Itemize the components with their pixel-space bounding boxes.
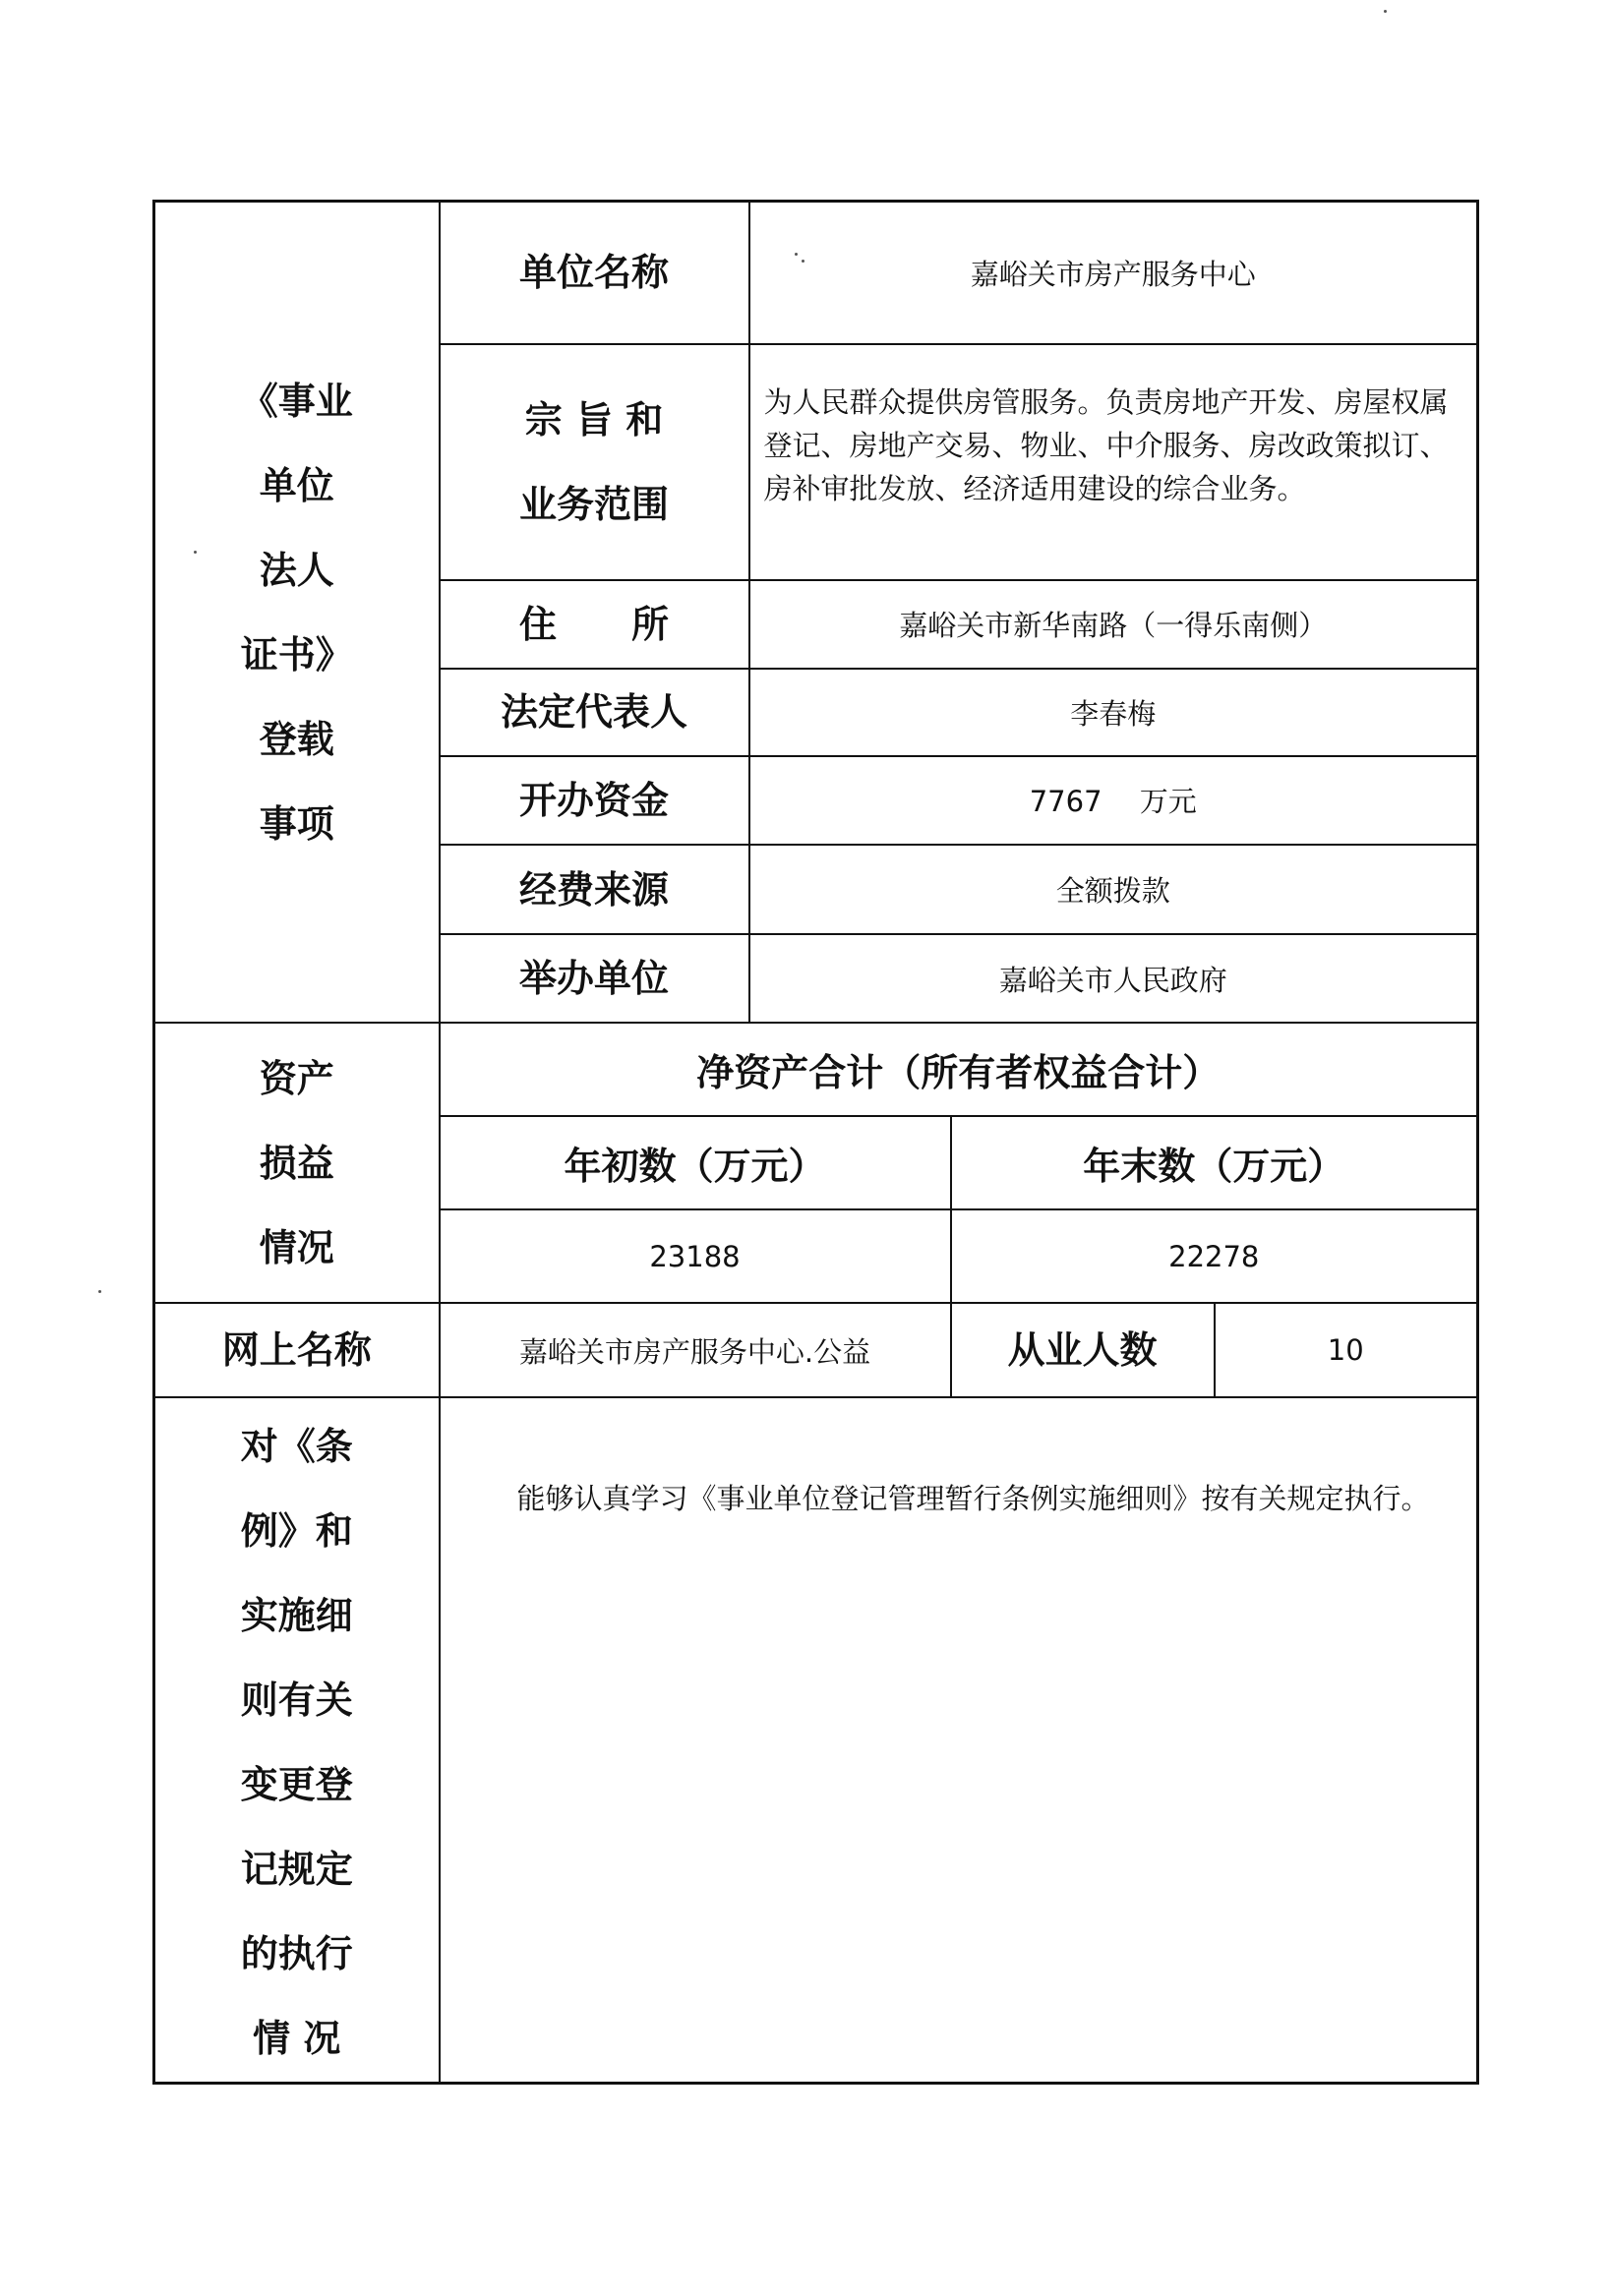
side-label-line: 《事业	[240, 378, 353, 423]
side-label-line: 变更登	[240, 1762, 353, 1807]
sponsor-value: 嘉峪关市人民政府	[749, 934, 1478, 1023]
side-label-line: 实施细	[240, 1593, 353, 1638]
side-label-line: 单位	[259, 462, 334, 507]
purpose-scope-label-line: 业务范围	[518, 481, 669, 526]
funding-source-label: 经费来源	[440, 845, 749, 934]
address-value: 嘉峪关市新华南路（一得乐南侧）	[749, 580, 1478, 669]
year-begin-value: 23188	[440, 1209, 951, 1303]
side-label-line: 的执行	[240, 1931, 353, 1976]
side-label-line: 证书》	[240, 631, 353, 677]
side-label-line: 例》和	[240, 1508, 353, 1554]
purpose-scope-label-line: 宗 旨 和	[524, 396, 664, 442]
side-label-line: 事项	[259, 800, 334, 846]
capital-label: 开办资金	[440, 756, 749, 845]
online-name-label: 网上名称	[154, 1303, 440, 1397]
side-label-line: 则有关	[240, 1678, 353, 1723]
purpose-scope-label	[440, 344, 749, 580]
year-end-value: 22278	[951, 1209, 1478, 1303]
purpose-scope-value	[749, 344, 1478, 580]
registration-form-table	[152, 200, 1479, 2085]
legal-rep-label: 法定代表人	[440, 669, 749, 756]
side-label-line: 记规定	[240, 1847, 353, 1892]
side-label-line: 法人	[259, 547, 334, 592]
scan-speck	[802, 260, 804, 263]
scan-speck	[98, 1290, 101, 1293]
funding-source-value: 全额拨款	[749, 845, 1478, 934]
address-label: 住 所	[440, 580, 749, 669]
year-begin-label: 年初数（万元）	[440, 1116, 951, 1209]
capital-value: 7767 万元	[749, 756, 1478, 845]
year-end-label: 年末数（万元）	[951, 1116, 1478, 1209]
purpose-scope-text: 为人民群众提供房管服务。负责房地产开发、房屋权属登记、房地产交易、物业、中介服务、房改政策拟订、房补审批发放、经济适用建设的综合业务。	[763, 384, 1449, 505]
side-label-line: 对《条	[240, 1424, 353, 1469]
registration-items-side-label	[154, 202, 440, 1024]
scan-speck	[795, 253, 798, 256]
scan-speck	[1384, 10, 1387, 13]
sponsor-label: 举办单位	[440, 934, 749, 1023]
execution-text-cell	[440, 1397, 1478, 2083]
scan-speck	[194, 551, 197, 554]
side-label-line: 情况	[259, 1224, 334, 1269]
unit-name-label: 单位名称	[440, 202, 749, 344]
side-label-line: 登载	[259, 716, 334, 761]
unit-name-value: 嘉峪关市房产服务中心	[749, 202, 1478, 344]
side-label-line: 情 况	[253, 2016, 341, 2061]
side-label-line: 资产	[259, 1055, 334, 1100]
side-label-line: 损益	[259, 1140, 334, 1185]
legal-rep-value: 李春梅	[749, 669, 1478, 756]
online-name-value: 嘉峪关市房产服务中心.公益	[440, 1303, 951, 1397]
execution-side-label	[154, 1397, 440, 2083]
staff-count-label: 从业人数	[951, 1303, 1215, 1397]
net-assets-header: 净资产合计（所有者权益合计）	[440, 1023, 1478, 1116]
execution-text: 能够认真学习《事业单位登记管理暂行条例实施细则》按有关规定执行。	[516, 1482, 1430, 1516]
assets-side-label	[154, 1023, 440, 1303]
staff-count-value: 10	[1215, 1303, 1478, 1397]
